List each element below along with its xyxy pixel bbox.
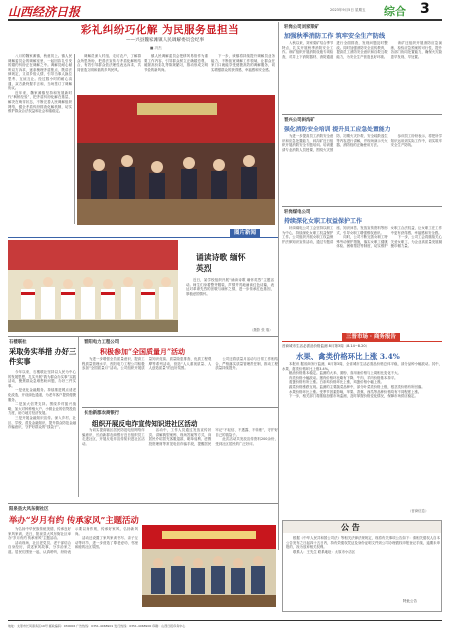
market-footer-note: （晋商信息）	[408, 509, 429, 513]
mid-a1-title: 积极参加“全国质量月”活动	[100, 347, 186, 356]
poem-photo	[8, 240, 178, 332]
newspaper-logo-icon	[8, 4, 81, 19]
mid-a3-title: 举办“岁月有约 传承家风”主题活动	[9, 515, 139, 525]
lead-body-col2: 调解员深入村组、走访农户，了解群众所思所盼，把普法宣传与矛盾化解相结合，有效引导群众依法理性表达诉求，共同营造文明和谐的乡风民风。	[77, 54, 141, 72]
photo-news-banner: 图片新闻	[230, 229, 260, 237]
market-rule	[282, 341, 442, 342]
photo-news-rule	[8, 237, 278, 238]
poem-caption: 近日，某学校组织开展“诵读诗歌 缅怀英烈”主题活动。师生们身着整齐服装，声情并茂地诵读红色诗篇，表达对革命先烈的崇敬与缅怀之情，进一步传承红色基因，厚植爱国情怀。	[186, 278, 274, 296]
right-a1-body: 入秋以来，刘家梁矿结合季节特点，扎实开展秋季消防安全工作。该矿组织开展消防设施专项检查，对井上下消防器材、消防通道进行全面排查，发现问题及时整改。同时加强消防安全宣传教育，提高员工消防安全意识和自救互救能力，为安全生产营造良好环境。 该矿还组织开展消防应急演练，检验应急预案的可行性，提升各部门协同处置能力，确保火灾隐患早发现、早处置。	[282, 41, 442, 59]
mid-a1-body: 为进一步增强全员质量意识，提高工程质量管理水平，晋阳电力工程公司积极参加“全国质量月”活动。公司组织开展质量知识竞赛、质量隐患排查、优质工程观摩等系列活动，营造“人人重视质量、人人创造质量”的良好氛围。 公司还将质量月活动与日常工作相结合，严格落实质量管理责任制，推动工程质量持续提升。	[82, 357, 278, 371]
right-a1-title: 加强秋季消防工作 筑牢安全生产防线	[284, 33, 386, 40]
right-a2-kicker: 晋兴公司斜沟矿	[284, 118, 315, 123]
notice-tail: 特此公告	[403, 599, 417, 603]
left-body: 今年以来，石楼联社坚持以人民为中心的发展思想，扎实开展“我为群众办实事”实践活动，聚焦群众急难愁盼问题，办好三件实事。 一是优化金融服务。持续推进网点适老化改造，开设绿色通道，为老年客户提供便捷服务。 二是加大信贷支持。围绕乡村振兴战略，加大对种养殖大户、小微企业的信贷投放力度，助力地方经济发展。 三是开展金融知识宣传。深入乡村、社区、学校，普及金融知识，提升群众防范金融诈骗意识，守护好群众的“钱袋子”。	[8, 370, 76, 430]
mid-rule-1	[82, 407, 278, 408]
lead-byline: ■ 冯杰	[150, 46, 162, 50]
mid-a3-kicker: 阳泉县大风东街社区	[9, 507, 49, 512]
mid-a2-body: 为切实提高辖区居民防范电信网络诈骗意识，长治新郡农商银行近日组织员工走进社区，开展反电诈宣传知识进社区活动。 活动中，工作人员通过发放宣传折页、讲解典型案例、现场答疑等方式，向居民介绍冒充客服退款、刷单返利、虚假投资理财等常见电信诈骗手段，提醒居民牢记“不轻信、不透露、不转账”，守护好自己的钱袋子。 此次活动共发放宣传资料200余份，受到社区居民的广泛好评。	[82, 428, 278, 446]
lead-photo	[77, 95, 275, 225]
lead-body-col1: 八月的魏家滩镇，秋意初上。镇人民调解委员会的调解室里，一起因彩礼引发的婚约纠纷正在调解之中。调解员耐心倾听双方诉求，逐条梳理矛盾焦点，既讲法律规定，又讲乡俗人情，引导当事人换位思考、互谅互让。经过数小时的耐心沟通，双方最终握手言和，当场签订了调解协议。 近年来，魏家滩镇坚持和发展新时代“枫桥经验”，把矛盾纠纷化解在基层、解决在萌芽状态，不断完善人民调解组织网络，健全矛盾纠纷排查化解机制，切实维护群众合法权益和社会和谐稳定。	[8, 54, 72, 114]
page-number: 3	[420, 1, 430, 17]
left-rule	[8, 336, 278, 337]
masthead-date: 2023年9月5日 星期五	[330, 8, 366, 12]
poem-photo-credit: （摄影 张 瑞）	[250, 328, 273, 332]
right-col-divider	[278, 22, 279, 550]
poem-recital-photo-icon	[8, 240, 178, 332]
notice-title-bar	[283, 521, 441, 533]
left-col-divider	[78, 337, 79, 497]
notice-box	[282, 520, 442, 612]
left-title: 采取务实举措 办好三件实事	[9, 347, 77, 366]
right-a1-kicker: 轩岗公司刘家梁矿	[284, 25, 320, 30]
mid-a1-kicker: 晋阳电力工程公司	[84, 340, 120, 345]
family-event-photo	[142, 525, 276, 607]
footer-rule	[8, 620, 442, 621]
masthead-logo	[8, 3, 81, 19]
notice-title: 公 告	[341, 522, 360, 532]
lead-title: 彩礼纠纷巧化解 为民服务显担当	[80, 24, 240, 36]
right-rule-2	[282, 206, 442, 207]
poem-title: 诵读诗歌 缅怀英烈	[196, 253, 246, 273]
masthead-rule	[8, 19, 442, 21]
mid-a3-body: 为弘扬中华民族传统美德，传承良好家风家训，近日，阳泉县大风东街社区举办“岁月有约 传承家风”主题活动。 活动现场，社区老党员、老干部结合自身经历，讲述家风故事，分享治家之道。居民们围坐一起，认真聆听，纷纷表示要以身作则，传承好家风、弘扬新风尚。 活动还设置了家风家训书写、亲子互动等环节，进一步营造了尊老爱幼、邻里和睦的社区氛围。	[8, 527, 138, 554]
right-a2-title: 强化消防安全培训 提升员工应急处置能力	[284, 127, 391, 133]
lead-body-col4: 下一步，该镇将持续提升调解员业务能力，不断拓宽调解工作领域，让群众在家门口就能享受便捷高效的调解服务，切实增强群众的获得感、幸福感和安全感。	[211, 54, 275, 72]
right-a3-title: 持续深化女职工权益保护工作	[284, 218, 363, 225]
lead-body-col3: 镇人民调解委员会把移风易俗作为重要工作内容，引导群众树立正确婚恋观，破除高价彩礼等陈规陋习，推动形成文明节俭的新风尚。	[144, 54, 208, 72]
mid-a2-title: 组织开展反电诈宣传知识进社区活动	[92, 420, 198, 428]
footer-text: 地址：太原市长风商务区19号 邮政编码：030006 广告热线：0351-4068901 发行热线：0351-4068900 印刷：山西日报印务中心	[8, 624, 186, 628]
right-a3-kicker: 轩岗煤电公司	[284, 210, 311, 215]
notice-body: 根据《中华人民共和国公司法》等相关法律法规规定，现将有关事项公告如下：请相关债权人自本公告发布之日起四十五日内，持有效债权凭证及身份证明文件到公司办理债权申报登记手续，逾期未申报的，视为放弃相关权利。 联系人：王先生 联系地址：太原市小店区	[286, 536, 440, 554]
right-a2-body: 为进一步提高员工消防安全意识和应急处置能力，斜沟矿近日组织开展消防安全专题培训。培训邀请专业消防人员授课，围绕火灾预防、初期火灾扑救、安全疏散逃生等内容进行讲解，并现场演示灭火器、消防栓的正确使用方法。 参训员工纷纷表示，将把所学知识运用到实际工作中，切实筑牢安全生产防线。	[282, 134, 442, 152]
mid-a2-kicker: 长治新郡农商银行	[84, 411, 120, 416]
left-kicker: 石楼联社	[9, 340, 27, 345]
right-a3-body: 轩岗煤电公司工会坚持以职工为中心，持续深化女职工权益保护工作。公司组织开展女职工权益保护法律知识宣传活动，通过专题讲座、知识问答、发放宣传资料等形式，引导女职工增强维权意识。 同时，公司不断完善女职工特殊劳动保护措施，落实女职工健康体检、困难帮扶等制度，切实维护女职工合法权益，让女职工在工作中更有获得感、幸福感和安全感。 下一步，公司工会将继续关心关爱女职工，为企业高质量发展凝聚巾帼力量。	[282, 226, 442, 249]
logo-text: 山西经济日报	[8, 5, 81, 19]
section-label: 综合	[384, 5, 406, 18]
family-activity-photo-icon	[142, 525, 276, 607]
bottom-left-rule	[8, 503, 278, 504]
lead-subtitle: ——兴县魏家滩镇人民调解委员会纪事	[125, 38, 205, 43]
market-banner: 三晋市场 · 商务报告	[342, 333, 400, 341]
mediation-meeting-photo-icon	[77, 95, 275, 225]
market-note: 晋商城市生活必需品价格监测 8月第3周（8.14~8.20）	[282, 344, 370, 348]
market-body: 本报讯 据省商务厅监测，8月第3周，全省城市生活必需品价格总体平稳，部分品种小幅波动。其中，水果、禽类价格环比上涨3.4%。 粮油价格基本稳定。监测的大米、面粉、食用油价格与上周相比变化不大。 肉类价格小幅波动。猪肉价格环比略有下降，牛肉、羊肉价格基本持平。 禽蛋价格有所上涨。白条鸡价格环比上涨，鸡蛋价格小幅上涨。 蔬菜价格涨跌互现。监测的主要蔬菜品种中，部分叶菜类价格上涨，根茎类价格有所回落。 水果价格环比上涨。受季节因素影响，苹果、香蕉、西瓜等品种价格均有不同程度上涨。 下一步，相关部门将继续加强市场监测，及时掌握价格变化情况，保障市场供应稳定。	[282, 362, 442, 399]
col-divider	[74, 54, 75, 224]
market-title: 水果、禽类价格环比上涨 3.4%	[296, 352, 400, 361]
right-rule-1	[282, 114, 442, 115]
